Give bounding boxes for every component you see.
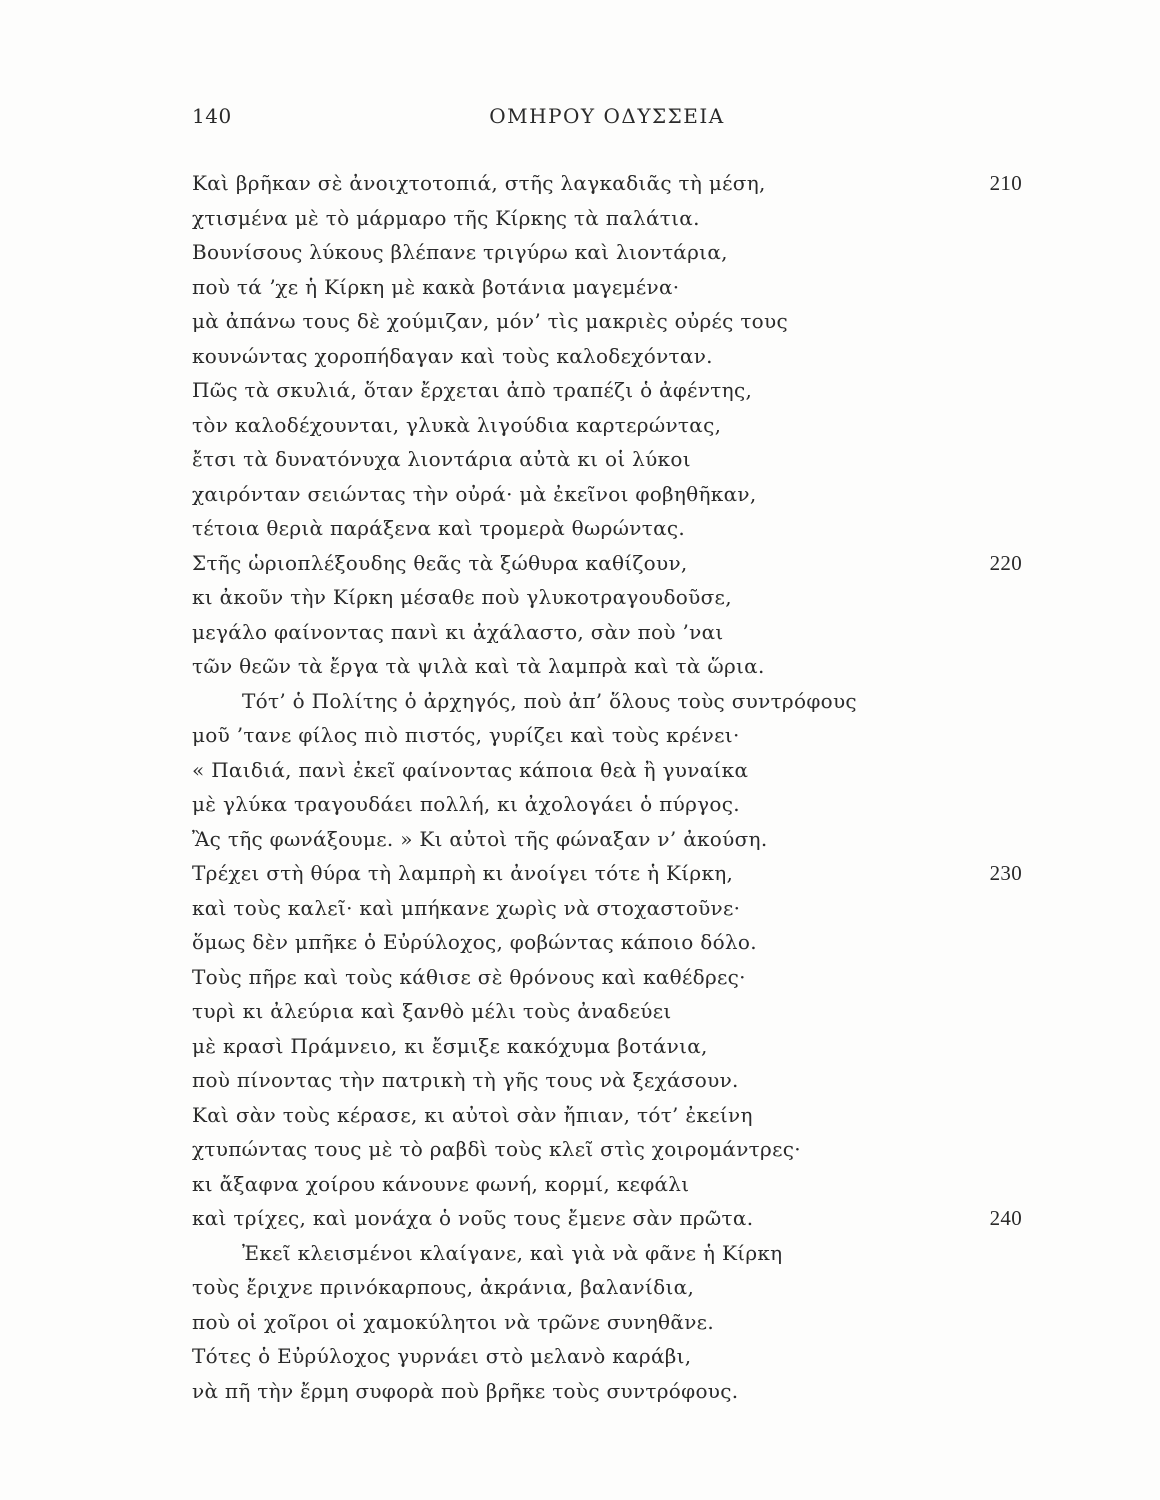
verse-line	[192, 787, 1022, 822]
verse-line	[192, 1374, 1022, 1409]
verse-line	[192, 408, 1022, 443]
verse-line	[192, 442, 1022, 477]
verse-text: Τότ’ ὁ Πολίτης ὁ ἀρχηγός, ποὺ ἀπ’ ὅλους τοὺς συντρόφους	[242, 688, 857, 713]
verse-text: τυρὶ κι ἀλεύρια καὶ ξανθὸ μέλι τοὺς ἀναδεύει	[192, 999, 672, 1023]
verse-line	[192, 1167, 1022, 1202]
verse-line	[192, 649, 1022, 684]
verse-text: τέτοια θεριὰ παράξενα καὶ τρομερὰ θωρώντας.	[192, 516, 686, 540]
verse-text: κι ἀκοῦν τὴν Κίρκη μέσαθε ποὺ γλυκοτραγουδοῦσε,	[192, 585, 732, 609]
verse-text: χαιρόνταν σειώντας τὴν οὐρά· μὰ ἐκεῖνοι φοβηθῆκαν,	[192, 481, 757, 506]
verse-line	[192, 166, 1022, 201]
line-number: 230	[989, 861, 1022, 885]
verse-line	[192, 718, 1022, 753]
verse-text: Τότες ὁ Εὐρύλοχος γυρνάει στὸ μελανὸ καράβι,	[192, 1344, 692, 1368]
verse-line	[192, 822, 1022, 857]
verse-text: κι ἄξαφνα χοίρου κάνουνε φωνή, κορμί, κεφάλι	[192, 1171, 690, 1196]
verse-text: χτισμένα μὲ τὸ μάρμαρο τῆς Κίρκης τὰ παλάτια.	[192, 205, 700, 230]
poem-text	[192, 166, 1022, 1408]
verse-text: μεγάλο φαίνοντας πανὶ κι ἀχάλαστο, σὰν ποὺ ’ναι	[192, 619, 724, 644]
verse-line	[192, 684, 1022, 719]
verse-line	[192, 201, 1022, 236]
verse-line	[192, 1063, 1022, 1098]
verse-text: ἔτσι τὰ δυνατόνυχα λιοντάρια αὐτὰ κι οἱ λύκοι	[192, 447, 691, 471]
verse-line	[192, 925, 1022, 960]
verse-text: « Παιδιά, πανὶ ἐκεῖ φαίνοντας κάποια θεὰ ἢ γυναίκα	[192, 757, 749, 782]
verse-text: τοὺς ἔριχνε πρινόκαρπους, ἀκράνια, βαλανίδια,	[192, 1275, 695, 1299]
verse-line	[192, 477, 1022, 512]
verse-text: καὶ τοὺς καλεῖ· καὶ μπήκανε χωρὶς νὰ στοχαστοῦνε·	[192, 895, 741, 920]
verse-line	[192, 1201, 1022, 1236]
verse-text: μὲ γλύκα τραγουδάει πολλή, κι ἀχολογάει ὁ πύργος.	[192, 792, 740, 816]
verse-text: χτυπώντας τους μὲ τὸ ραβδὶ τοὺς κλεῖ στὶς χοιρομάντρες·	[192, 1137, 801, 1161]
verse-text: Στῆς ὡριοπλέξουδης θεᾶς τὰ ξώθυρα καθίζουν,	[192, 550, 688, 575]
page-header	[192, 104, 1022, 134]
verse-line	[192, 235, 1022, 270]
verse-line	[192, 994, 1022, 1029]
verse-line	[192, 270, 1022, 305]
verse-line	[192, 546, 1022, 581]
verse-text: Καὶ σὰν τοὺς κέρασε, κι αὐτοὶ σὰν ἤπιαν, τότ’ ἐκείνη	[192, 1102, 753, 1127]
verse-text: κουνώντας χοροπήδαγαν καὶ τοὺς καλοδεχόνταν.	[192, 343, 713, 368]
line-number: 210	[989, 171, 1022, 195]
verse-text: ὅμως δὲν μπῆκε ὁ Εὐρύλοχος, φοβώντας κάποιο δόλο.	[192, 930, 757, 954]
verse-line	[192, 373, 1022, 408]
verse-text: μὰ ἀπάνω τους δὲ χούμιζαν, μόν’ τὶς μακριὲς οὐρές τους	[192, 309, 788, 333]
verse-text: τῶν θεῶν τὰ ἔργα τὰ ψιλὰ καὶ τὰ λαμπρὰ καὶ τὰ ὥρια.	[192, 654, 765, 678]
verse-text: Τρέχει στὴ θύρα τὴ λαμπρὴ κι ἀνοίγει τότε ἡ Κίρκη,	[192, 861, 734, 885]
verse-line	[192, 511, 1022, 546]
line-number: 220	[989, 550, 1022, 575]
line-number: 240	[989, 1206, 1022, 1230]
verse-line	[192, 304, 1022, 339]
verse-text: ποὺ οἱ χοῖροι οἱ χαμοκύλητοι νὰ τρῶνε συνηθᾶνε.	[192, 1309, 714, 1334]
verse-text: νὰ πῆ τὴν ἔρμη συφορὰ ποὺ βρῆκε τοὺς συντρόφους.	[192, 1378, 739, 1403]
verse-text: Τοὺς πῆρε καὶ τοὺς κάθισε σὲ θρόνους καὶ καθέδρες·	[192, 964, 746, 989]
verse-line	[192, 1098, 1022, 1133]
verse-line	[192, 856, 1022, 891]
verse-text: μὲ κρασὶ Πράμνειο, κι ἔσμιξε κακόχυμα βοτάνια,	[192, 1033, 708, 1058]
verse-text: ποὺ τά ʼχε ἡ Κίρκη μὲ κακὰ βοτάνια μαγεμένα·	[192, 274, 680, 299]
verse-line	[192, 1270, 1022, 1305]
verse-line	[192, 1305, 1022, 1340]
verse-line	[192, 1339, 1022, 1374]
verse-line	[192, 1236, 1022, 1271]
verse-text: ποὺ πίνοντας τὴν πατρικὴ τὴ γῆς τους νὰ ξεχάσουν.	[192, 1068, 739, 1092]
verse-line	[192, 960, 1022, 995]
page-number: 140	[192, 104, 232, 128]
verse-line	[192, 615, 1022, 650]
verse-text: Ἐκεῖ κλεισμένοι κλαίγανε, καὶ γιὰ νὰ φᾶνε ἡ Κίρκη	[242, 1240, 783, 1265]
verse-line	[192, 580, 1022, 615]
verse-line	[192, 339, 1022, 374]
verse-text: καὶ τρίχες, καὶ μονάχα ὁ νοῦς τους ἔμενε σὰν πρῶτα.	[192, 1206, 754, 1230]
verse-text: μοῦ ’τανε φίλος πιὸ πιστός, γυρίζει καὶ τοὺς κρένει·	[192, 723, 740, 747]
verse-text: Καὶ βρῆκαν σὲ ἀνοιχτοτοπιά, στῆς λαγκαδιᾶς τὴ μέση,	[192, 171, 766, 195]
verse-text: Βουνίσους λύκους βλέπανε τριγύρω καὶ λιοντάρια,	[192, 240, 728, 264]
running-title: ΟΜΗΡΟΥ ΟΔΥΣΣΕΙΑ	[489, 104, 725, 128]
verse-line	[192, 753, 1022, 788]
verse-line	[192, 891, 1022, 926]
verse-text: Ἂς τῆς φωνάξουμε. » Κι αὐτοὶ τῆς φώναξαν ν’ ἀκούση.	[192, 826, 768, 851]
verse-text: τὸν καλοδέχουνται, γλυκὰ λιγούδια καρτερώντας,	[192, 412, 722, 437]
verse-line	[192, 1132, 1022, 1167]
verse-line	[192, 1029, 1022, 1064]
verse-text: Πῶς τὰ σκυλιά, ὅταν ἔρχεται ἀπὸ τραπέζι ὁ ἀφέντης,	[192, 378, 753, 402]
